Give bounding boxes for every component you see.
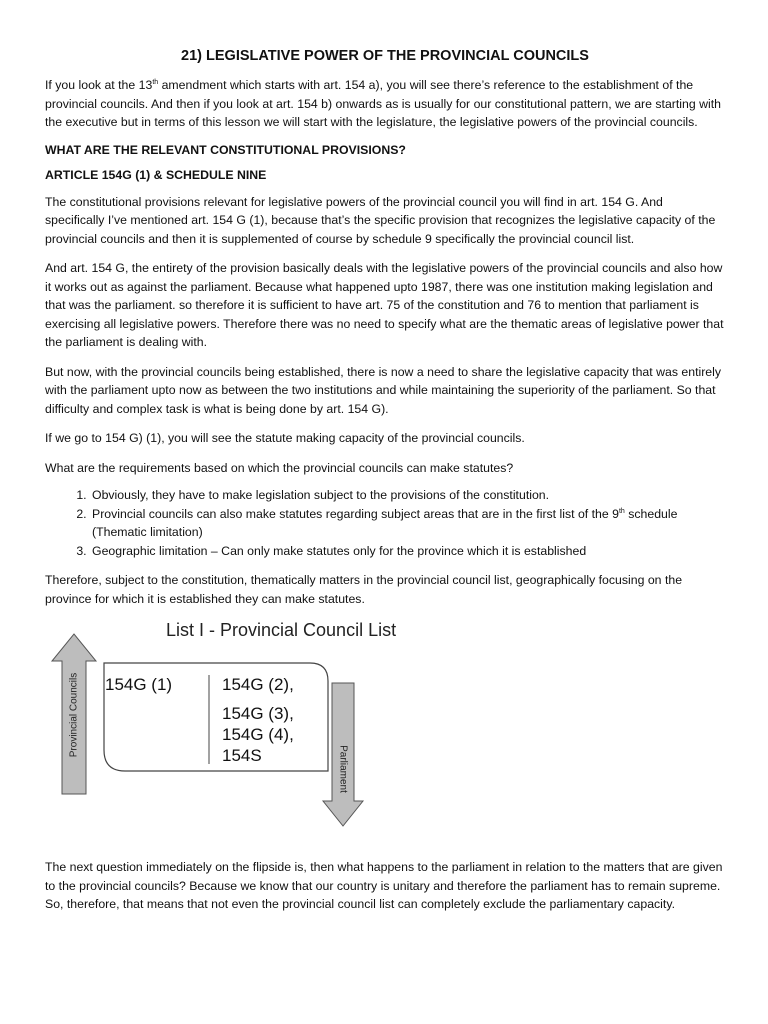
list-item-text-tail: schedule (Thematic limitation)	[92, 506, 678, 539]
paragraph-intro-text-b: amendment which starts with art. 154 a), you will see there’s reference to the establishment of the provincial councils. And then if you look at art. 154 b) onwards as is usually for our constitutional pattern, we are starting with the executive but in terms of this lesson we will start with the legislature, the legislative powers of the provincial councils.	[45, 78, 721, 129]
document-page	[45, 48, 725, 925]
paragraph: But now, with the provincial councils being established, there is now a need to share the legislative capacity that was entirely with the parliament upto now as between the two institutions and while maintaining the superiority of the parliament. So that difficulty and complex task is what is being done by art. 154 G).	[45, 364, 722, 416]
document-title: 21) LEGISLATIVE POWER OF THE PROVINCIAL COUNCILS	[181, 48, 589, 64]
right-cell-line: 154G (2),	[222, 675, 294, 694]
paragraph: If we go to 154 G) (1), you will see the statute making capacity of the provincial councils.	[45, 431, 525, 445]
list-item	[90, 505, 725, 542]
superscript: th	[152, 78, 159, 86]
paragraph: Therefore, subject to the constitution, thematically matters in the provincial council list, geographically focusing on the province for which it is established they can make statutes.	[45, 573, 683, 606]
paragraph-intro	[45, 76, 725, 132]
list-item: 3. Geographic limitation – Can only make statutes only for the province which it is established	[90, 542, 725, 561]
right-cell-line: 154G (4),	[222, 725, 294, 744]
up-arrow-label: Provincial Councils	[68, 672, 80, 758]
article-heading: ARTICLE 154G (1) & SCHEDULE NINE	[45, 167, 267, 182]
paragraph: What are the requirements based on which the provincial councils can make statutes?	[45, 460, 514, 475]
paragraph: The next question immediately on the flipside is, then what happens to the parliament in relation to the matters that are given to the provincial councils? Because we know that our country is unitary and therefore the parliament has to remain supreme. So, therefore, that means that not even the provincial council list can completely exclude the parliamentary capacity.	[45, 860, 723, 911]
right-cell-line: 154S	[222, 746, 262, 765]
left-cell-label: 154G (1)	[105, 675, 173, 694]
list-item-text: Provincial councils can also make statutes regarding subject areas that are in the first list of the 9	[92, 506, 619, 521]
requirements-list	[45, 486, 725, 560]
section-heading: WHAT ARE THE RELEVANT CONSTITUTIONAL PROVISIONS?	[45, 142, 406, 157]
provincial-council-list-diagram	[45, 619, 725, 844]
down-arrow-label: Parliament	[337, 745, 349, 793]
superscript: th	[618, 507, 625, 515]
paragraph: The constitutional provisions relevant for legislative powers of the provincial council you will find in art. 154 G. And specifically I’ve mentioned art. 154 G (1), because that’s the specific provision that recognizes the legislative capacity of the provincial councils and then it is supplemented of course by schedule 9 specifically the provincial council list.	[45, 194, 716, 246]
diagram-title: List I - Provincial Council List	[166, 620, 397, 640]
list-item: 1. Obviously, they have to make legislation subject to the provisions of the constitution.	[90, 486, 725, 505]
diagram-shapes	[45, 619, 725, 844]
right-cell-line: 154G (3),	[222, 704, 294, 723]
paragraph: And art. 154 G, the entirety of the provision basically deals with the legislative powers of the provincial councils and also how it works out as against the parliament. Because what happened upto 1987, there was one institution making legislation and that was the parliament. so therefore it is sufficient to have art. 75 of the constitution and 76 to mention that parliament is exercising all legislative powers. Therefore there was no need to specify what are the thematic areas of legislative power that the parliament is dealing with.	[45, 261, 724, 349]
paragraph-intro-text-a: If you look at the 13	[45, 78, 153, 92]
